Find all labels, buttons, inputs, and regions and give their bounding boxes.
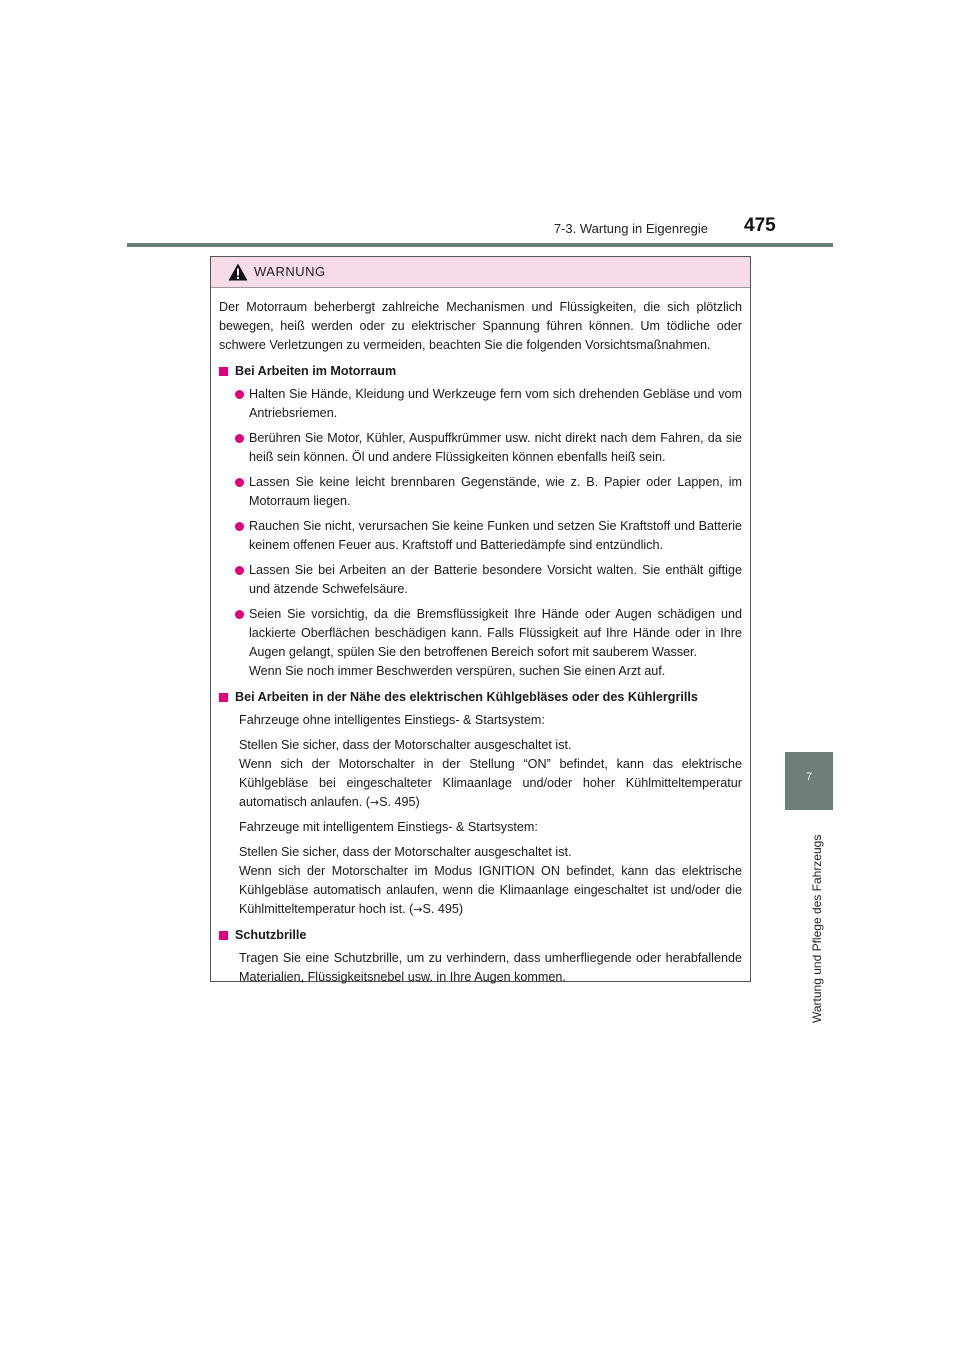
list-item-text-extra: Wenn Sie noch immer Beschwerden verspüren, suchen Sie einen Arzt auf. xyxy=(249,664,666,678)
section-heading-text: Bei Arbeiten im Motorraum xyxy=(235,364,397,378)
list-item-text: Seien Sie vorsichtig, da die Bremsflüssigkeit Ihre Hände oder Augen schädigen und lackierte Oberflächen beschädigen kann. Falls Flüssigkeit auf Ihre Hände oder in Ihre Augen gelangt, spülen Sie den betroffenen Bereich sofort mit sauberem Wasser. xyxy=(249,607,742,659)
warning-triangle-icon xyxy=(228,263,248,281)
warning-title: WARNUNG xyxy=(254,264,326,279)
round-bullet-icon xyxy=(235,610,244,619)
list-item-text: Rauchen Sie nicht, verursachen Sie keine Funken und setzen Sie Kraftstoff und Batterie keinem offenen Feuer aus. Kraftstoff und Batteriedämpfe sind entzündlich. xyxy=(249,519,742,552)
instruction-paragraph: Stellen Sie sicher, dass der Motorschalter ausgeschaltet ist. Wenn sich der Motorschalter im Modus IGNITION ON befindet, kann das elektrische Kühlgebläse automatisch anlaufen, wenn die Klimaanlage eingeschaltet ist und/oder die Kühlmitteltemperatur hoch ist. (→S. 495) xyxy=(239,845,742,916)
list-item xyxy=(219,473,742,511)
warning-intro: Der Motorraum beherbergt zahlreiche Mechanismen und Flüssigkeiten, die sich plötzlich bewegen, heiß werden oder zu elektrischer Spannung führen können. Um tödliche oder schwere Verletzungen zu vermeiden, beachten Sie die folgenden Vorsichtsmaßnahmen. xyxy=(219,300,742,352)
page-number: 475 xyxy=(744,215,776,236)
page-reference: S. 495) xyxy=(379,795,420,809)
section-heading-text: Schutzbrille xyxy=(235,928,307,942)
warning-header xyxy=(211,257,750,288)
chapter-tab xyxy=(785,752,833,810)
round-bullet-icon xyxy=(235,522,244,531)
warning-body xyxy=(211,288,750,987)
list-item xyxy=(219,517,742,555)
vehicle-variant-label: Fahrzeuge ohne intelligentes Einstiegs- & Startsystem: xyxy=(239,713,545,727)
square-bullet-icon xyxy=(219,931,228,940)
list-item xyxy=(219,385,742,423)
page-reference: S. 495) xyxy=(422,902,464,916)
warning-box xyxy=(210,256,751,982)
list-item-text: Lassen Sie keine leicht brennbaren Gegenstände, wie z. B. Papier oder Lappen, im Motorraum liegen. xyxy=(249,475,742,508)
arrow-right-icon: → xyxy=(413,903,423,916)
round-bullet-icon xyxy=(235,434,244,443)
section-heading-cooling-fan xyxy=(219,688,742,707)
section-heading-safety-glasses xyxy=(219,926,742,945)
chapter-number: 7 xyxy=(805,771,813,783)
list-item xyxy=(219,561,742,599)
list-item xyxy=(219,429,742,467)
header-rule xyxy=(127,243,833,247)
round-bullet-icon xyxy=(235,478,244,487)
section-heading-text: Bei Arbeiten in der Nähe des elektrischen Kühlgebläses oder des Kühlergrills xyxy=(235,690,698,704)
section-heading-engine-room xyxy=(219,362,742,381)
square-bullet-icon xyxy=(219,693,228,702)
instruction-paragraph: Tragen Sie eine Schutzbrille, um zu verhindern, dass umherfliegende oder herabfallende Materialien, Flüssigkeitsnebel usw. in Ihre Augen kommen. xyxy=(239,951,742,984)
round-bullet-icon xyxy=(235,390,244,399)
list-item-text: Berühren Sie Motor, Kühler, Auspuffkrümmer usw. nicht direkt nach dem Fahren, da sie heiß sein können. Öl und andere Flüssigkeiten können ebenfalls heiß sein. xyxy=(249,431,742,464)
list-item-text: Lassen Sie bei Arbeiten an der Batterie besondere Vorsicht walten. Sie enthält giftige und ätzende Schwefelsäure. xyxy=(249,563,742,596)
arrow-right-icon: → xyxy=(369,796,380,809)
round-bullet-icon xyxy=(235,566,244,575)
chapter-title-vertical: Wartung und Pflege des Fahrzeugs xyxy=(810,834,824,1023)
vehicle-variant-label: Fahrzeuge mit intelligentem Einstiegs- & Startsystem: xyxy=(239,820,538,834)
square-bullet-icon xyxy=(219,367,228,376)
header-section-title: 7-3. Wartung in Eigenregie xyxy=(553,221,708,236)
list-item-text: Halten Sie Hände, Kleidung und Werkzeuge fern vom sich drehenden Gebläse und vom Antriebsriemen. xyxy=(249,387,742,420)
instruction-paragraph: Stellen Sie sicher, dass der Motorschalter ausgeschaltet ist. Wenn sich der Motorschalter in der Stellung “ON” befindet, kann das elektrische Kühlgebläse bei eingeschalteter Klimaanlage und/oder hoher Kühlmitteltemperatur automatisch anlaufen. (→S. 495) xyxy=(239,738,742,809)
list-item xyxy=(219,605,742,681)
